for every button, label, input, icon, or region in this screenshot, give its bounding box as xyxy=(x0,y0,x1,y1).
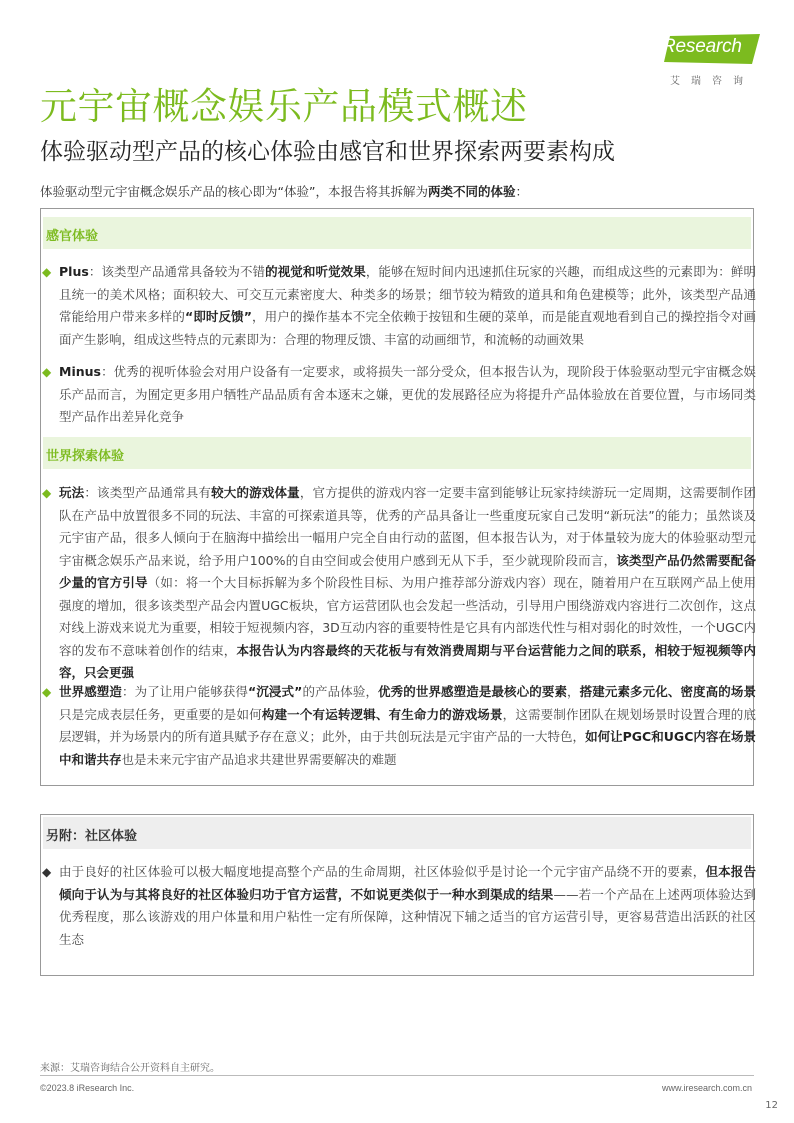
section-header-community xyxy=(43,817,751,849)
diamond-bullet-icon: ◆ xyxy=(42,865,52,879)
intro-paragraph xyxy=(40,182,760,200)
text-run: ：优秀的视听体验会对用户设备有一定要求，或将损失一部分受众，但本报告认为，现阶段于体验驱动型元宇宙概念娱乐产品而言，为囿定更多用户牺牲产品品质有舍本逐末之嫌，更优的发展路径应为将提升产品体验放在首要位置，与市场同类型产品作出差异化竞争 xyxy=(59,364,756,424)
bullet-text xyxy=(41,261,756,351)
bold-text: 世界感塑造 xyxy=(59,684,122,699)
footer-divider xyxy=(40,1075,754,1076)
text-run: ：该类型产品通常具备较为不错 xyxy=(88,264,266,279)
copyright: ©2023.8 iResearch Inc. xyxy=(40,1083,135,1093)
bullet-worldbuilding xyxy=(41,681,756,771)
text-run: 的产品体验， xyxy=(302,684,379,699)
bullet-minus xyxy=(41,361,756,429)
intro-bold: 两类不同的体验 xyxy=(427,184,516,199)
text-run: ， xyxy=(567,684,580,699)
bold-text: Plus xyxy=(59,264,89,279)
page-title: 元宇宙概念娱乐产品模式概述 xyxy=(40,85,528,128)
diamond-bullet-icon: ◆ xyxy=(42,365,52,379)
logo-subtitle: 艾瑞咨询 xyxy=(670,76,754,87)
website-link[interactable]: www.iresearch.com.cn xyxy=(661,1083,752,1093)
source-note: 来源：艾瑞咨询结合公开资料自主研究。 xyxy=(40,1063,220,1074)
text-run: ：该类型产品通常具有 xyxy=(84,485,212,500)
text-run: ，这需要制作团队在规划场景时设置合理的底层逻辑，并为场景内的所有道具赋予存在意义；此外，由于共创玩法是元宇宙产品的一大特色， xyxy=(59,706,756,744)
text-run: ，用户的操作基本不完全依赖于按钮和生硬的菜单，而是能直观地看到自己的操控指令对画面产生影响，组成这些特点的元素即为：合理的物理反馈、丰富的动画细节，和流畅的动画效果 xyxy=(59,309,756,347)
section-header-world xyxy=(43,437,751,469)
text-run: 由于良好的社区体验可以极大幅度地提高整个产品的生命周期，社区体验似乎是讨论一个元宇宙产品绕不开的要素， xyxy=(59,864,706,879)
bold-text: 优秀的世界感塑造是最核心的要素 xyxy=(378,684,568,699)
bold-text: Minus xyxy=(59,364,101,379)
section-heading: 感官体验 xyxy=(46,229,99,244)
diamond-bullet-icon: ◆ xyxy=(42,685,52,699)
section-heading: 另附：社区体验 xyxy=(46,829,138,844)
bold-text: 本报告认为内容最终的天花板与有效消费周期与平台运营能力之间的联系，相较于短视频等内容，只会更强 xyxy=(59,642,756,680)
iresearch-logo xyxy=(652,30,764,86)
section-header-sensory xyxy=(43,217,751,249)
bullet-plus xyxy=(41,261,756,351)
text-run: ——若一个产品在上述两项体验达到优秀程度，那么该游戏的用户体量和用户粘性一定有所保障，这种情况下辅之适当的官方运营引导，更容易营造出活跃的社区生态 xyxy=(59,886,756,947)
bold-text: 如何让PGC和UGC内容在场景中和谐共存 xyxy=(59,729,756,767)
intro-text: 体验驱动型元宇宙概念娱乐产品的核心即为“体验”，本报告将其拆解为 xyxy=(40,184,428,199)
bullet-text xyxy=(41,361,756,429)
bold-text: 玩法 xyxy=(59,485,85,500)
diamond-bullet-icon: ◆ xyxy=(42,265,52,279)
diamond-bullet-icon: ◆ xyxy=(42,486,52,500)
intro-end: ： xyxy=(515,184,528,199)
bullet-gameplay xyxy=(41,482,756,685)
bold-text: “沉浸式” xyxy=(248,684,303,699)
bold-text: 该类型产品仍然需要配备少量的官方引导 xyxy=(59,552,756,590)
text-run: ，官方提供的游戏内容一定要丰富到能够让玩家持续游玩一定周期，这需要制作团队在产品中放置很多不同的玩法、丰富的可探索道具等，优秀的产品具备让一些重度玩家自己发明“新玩法”的能力；虽然谈及元宇宙产品，很多人倾向于在脑海中描绘出一幅用户完全自由行动的蓝图，但本报告认为，对于体量较为庞大的体验驱动型元宇宙概念娱乐产品来说，给予用户100%的自由空间或会使用户感到无从下手，至少就现阶段而言， xyxy=(59,485,756,568)
text-run: 只是完成表层任务，更重要的是如何 xyxy=(59,706,262,722)
bullet-text xyxy=(41,681,756,771)
page-number: 12 xyxy=(765,1100,778,1111)
community-box xyxy=(40,814,754,976)
bold-text: 较大的游戏体量 xyxy=(211,485,300,500)
bullet-community xyxy=(41,861,756,951)
text-run: 也是未来元宇宙产品追求共建世界需要解决的难题 xyxy=(121,751,397,767)
section-heading: 世界探索体验 xyxy=(46,449,125,464)
bold-text: 构建一个有运转逻辑、有生命力的游戏场景 xyxy=(261,706,503,722)
experience-box xyxy=(40,208,754,786)
bold-text: 但本报告倾向于认为与其将良好的社区体验归功于官方运营，不如说更类似于一种水到渠成的结果 xyxy=(59,864,756,902)
bold-text: 的视觉和听觉效果 xyxy=(265,264,366,279)
bold-text: 搭建元素多元化、密度高的场景 xyxy=(579,684,756,699)
text-run: （如：将一个大目标拆解为多个阶段性目标、为用户推荐部分游戏内容）现在，随着用户在互联网产品上使用强度的增加，很多该类型产品会内置UGC板块，官方运营团队也会发起一些活动，引导用户围绕游戏内容进行二次创作，这点对线上游戏来说尤为重要，相较于短视频内容，3D互动内容的重要特性是它具有内部迭代性与相对弱化的时效性，一个UGC内容的发布不意味着创作的结束， xyxy=(59,575,756,658)
page-subtitle: 体验驱动型产品的核心体验由感官和世界探索两要素构成 xyxy=(40,139,615,165)
text-run: ，能够在短时间内迅速抓住玩家的兴趣，而组成这些的元素即为：鲜明且统一的美术风格；面积较大、可交互元素密度大、种类多的场景；细节较为精致的道具和角色建模等；此外，该类型产品通常能给用户带来多样的 xyxy=(59,264,756,324)
text-run: ：为了让用户能够获得 xyxy=(122,684,248,699)
bold-text: “即时反馈” xyxy=(185,309,252,324)
bullet-text xyxy=(41,482,756,685)
logo-text: iResearch xyxy=(658,36,742,57)
bullet-text xyxy=(41,861,756,951)
